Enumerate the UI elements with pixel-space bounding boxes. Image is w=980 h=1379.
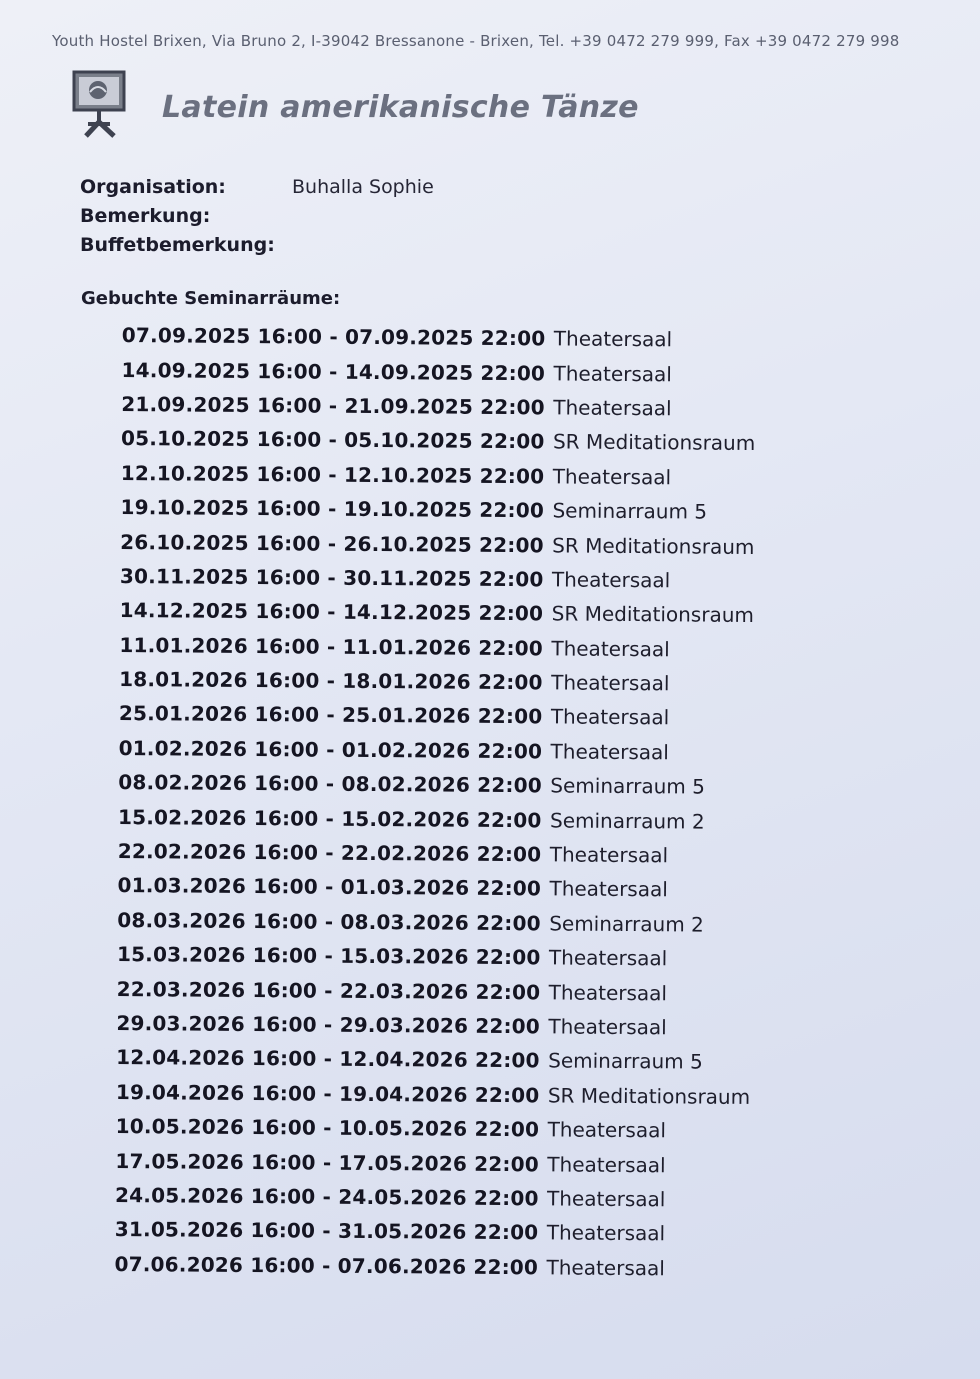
booking-time: 12.10.2025 16:00 - 12.10.2025 22:00 — [120, 460, 545, 489]
booking-time: 01.02.2026 16:00 - 01.02.2026 22:00 — [118, 735, 543, 764]
booking-time: 07.06.2026 16:00 - 07.06.2026 22:00 — [114, 1251, 539, 1280]
booking-row — [120, 593, 754, 632]
booking-room: Theatersaal — [549, 842, 669, 868]
organisation-row — [80, 172, 434, 201]
booking-room: Seminarraum 5 — [552, 498, 708, 524]
booking-time: 14.12.2025 16:00 - 14.12.2025 22:00 — [119, 598, 544, 626]
booking-room: SR Meditationsraum — [547, 1083, 751, 1109]
booking-room: Theatersaal — [548, 979, 668, 1005]
bemerkung-label: Bemerkung: — [80, 204, 211, 227]
booking-room: Theatersaal — [547, 1151, 666, 1177]
booking-row — [115, 1212, 749, 1251]
booking-row — [120, 559, 754, 598]
booking-room: Theatersaal — [553, 326, 673, 352]
booking-row — [122, 318, 756, 357]
booking-room: Theatersaal — [546, 1220, 666, 1246]
document-title: Latein amerikanische Tänze — [162, 90, 639, 125]
booking-row — [120, 490, 754, 529]
presentation-board-icon — [70, 68, 130, 140]
booking-time: 22.02.2026 16:00 - 22.02.2026 22:00 — [117, 839, 542, 867]
booking-time: 17.05.2026 16:00 - 17.05.2026 22:00 — [115, 1148, 539, 1176]
booking-row — [121, 456, 755, 495]
booking-time: 19.04.2026 16:00 - 19.04.2026 22:00 — [115, 1079, 540, 1108]
bookings-list — [114, 318, 756, 1286]
booking-row — [117, 868, 751, 907]
booking-row — [114, 1247, 748, 1286]
booking-room: Seminarraum 5 — [550, 773, 705, 799]
booking-time: 21.09.2025 16:00 - 21.09.2025 22:00 — [121, 391, 545, 420]
booking-room: SR Meditationsraum — [552, 532, 755, 559]
booking-row — [116, 1040, 750, 1079]
booking-time: 26.10.2025 16:00 - 26.10.2025 22:00 — [120, 529, 544, 557]
booking-time: 25.01.2026 16:00 - 25.01.2026 22:00 — [118, 701, 543, 729]
booking-time: 12.04.2026 16:00 - 12.04.2026 22:00 — [116, 1045, 540, 1073]
booking-room: Theatersaal — [547, 1117, 667, 1143]
booking-time: 05.10.2025 16:00 - 05.10.2025 22:00 — [120, 426, 545, 454]
booking-room: Theatersaal — [551, 636, 670, 662]
booking-room: Theatersaal — [553, 395, 672, 421]
booking-room: SR Meditationsraum — [552, 429, 756, 456]
booking-room: Seminarraum 2 — [549, 911, 704, 937]
booking-row — [116, 1006, 750, 1045]
booking-time: 18.01.2026 16:00 - 18.01.2026 22:00 — [119, 667, 543, 695]
booking-room: Theatersaal — [550, 739, 670, 765]
booking-room: Theatersaal — [550, 704, 670, 730]
booking-room: Theatersaal — [548, 1014, 667, 1040]
booking-row — [121, 421, 755, 460]
booking-row — [117, 971, 751, 1010]
booking-row — [119, 628, 753, 667]
booking-row — [117, 903, 751, 942]
booking-time: 29.03.2026 16:00 - 29.03.2026 22:00 — [116, 1010, 541, 1039]
booking-time: 22.03.2026 16:00 - 22.03.2026 22:00 — [116, 976, 541, 1004]
booking-time: 08.02.2026 16:00 - 08.02.2026 22:00 — [118, 770, 542, 798]
booking-room: SR Meditationsraum — [551, 601, 755, 628]
booking-room: Theatersaal — [549, 876, 668, 902]
booking-time: 30.11.2025 16:00 - 30.11.2025 22:00 — [119, 563, 544, 592]
booking-row — [121, 387, 755, 426]
booking-row — [119, 696, 753, 735]
booking-row — [121, 352, 755, 391]
booking-time: 11.01.2026 16:00 - 11.01.2026 22:00 — [119, 632, 544, 661]
booking-row — [118, 799, 752, 838]
booking-time: 10.05.2026 16:00 - 10.05.2026 22:00 — [115, 1114, 540, 1142]
booking-room: Seminarraum 5 — [548, 1048, 703, 1074]
bemerkung-row — [80, 201, 434, 230]
meta-section — [80, 172, 434, 259]
booking-row — [120, 524, 754, 563]
booking-room: Theatersaal — [553, 360, 672, 386]
booking-row — [119, 662, 753, 701]
booking-room: Theatersaal — [551, 567, 671, 593]
booking-row — [115, 1143, 749, 1182]
booking-room: Theatersaal — [547, 1186, 666, 1212]
booking-time: 14.09.2025 16:00 - 14.09.2025 22:00 — [121, 357, 546, 385]
booking-room: Theatersaal — [552, 464, 672, 490]
organisation-value: Buhalla Sophie — [292, 175, 434, 198]
booking-row — [116, 1109, 750, 1148]
booking-row — [118, 731, 752, 770]
booking-time: 08.03.2026 16:00 - 08.03.2026 22:00 — [117, 907, 541, 936]
booking-room: Theatersaal — [548, 945, 668, 971]
booking-time: 15.02.2026 16:00 - 15.02.2026 22:00 — [117, 804, 542, 832]
booking-time: 01.03.2026 16:00 - 01.03.2026 22:00 — [117, 873, 542, 901]
booking-row — [118, 765, 752, 804]
header-address: Youth Hostel Brixen, Via Bruno 2, I-39042 Bressanone - Brixen, Tel. +39 0472 279 999, Fax +39 0472 279 998 — [52, 32, 900, 50]
booking-row — [116, 1075, 750, 1114]
buffet-row — [80, 230, 434, 259]
buffet-label: Buffetbemerkung: — [80, 233, 275, 256]
booking-room: Seminarraum 2 — [549, 808, 705, 834]
organisation-label: Organisation: — [80, 175, 226, 198]
booking-time: 07.09.2025 16:00 - 07.09.2025 22:00 — [121, 323, 546, 351]
booking-time: 24.05.2026 16:00 - 24.05.2026 22:00 — [115, 1182, 539, 1211]
booking-row — [118, 834, 752, 873]
booking-row — [115, 1178, 749, 1217]
rooms-heading: Gebuchte Seminarräume: — [81, 288, 341, 309]
booking-room: Theatersaal — [546, 1255, 665, 1281]
booking-room: Theatersaal — [551, 670, 670, 696]
booking-time: 31.05.2026 16:00 - 31.05.2026 22:00 — [114, 1217, 539, 1245]
booking-time: 19.10.2025 16:00 - 19.10.2025 22:00 — [120, 495, 545, 523]
booking-row — [117, 937, 751, 976]
booking-time: 15.03.2026 16:00 - 15.03.2026 22:00 — [116, 942, 541, 970]
